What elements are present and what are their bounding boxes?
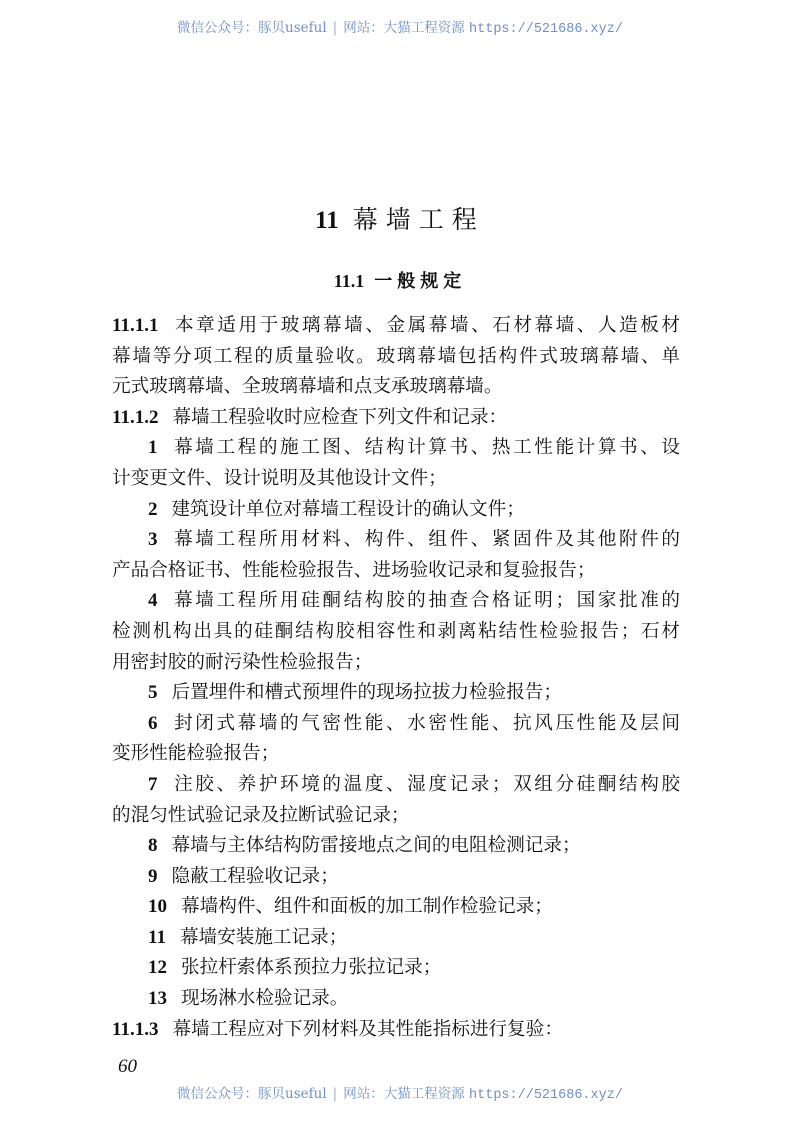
watermark-footer	[0, 1082, 800, 1103]
text-line	[112, 342, 680, 373]
line-text: 元式玻璃幕墙、全玻璃幕墙和点支承玻璃幕墙。	[112, 376, 503, 398]
clause-number: 8	[148, 835, 158, 857]
body-text	[112, 311, 680, 1045]
clause	[112, 403, 680, 434]
list-item	[112, 770, 680, 831]
clause-number: 9	[148, 865, 158, 887]
watermark-url: https://521686.xyz/	[469, 1088, 623, 1103]
text-line	[112, 801, 680, 832]
list-item	[112, 495, 680, 526]
list-item	[112, 678, 680, 709]
text-line	[112, 984, 680, 1015]
clause-number: 2	[148, 498, 158, 520]
list-item	[112, 892, 680, 923]
line-text: 幕墙工程所用硅酮结构胶的抽查合格证明；国家批准的	[171, 590, 680, 612]
line-text: 幕墙与主体结构防雷接地点之间的电阻检测记录；	[171, 835, 581, 857]
section-number: 11.1	[333, 271, 365, 291]
line-text: 幕墙安装施工记录；	[179, 926, 348, 948]
watermark-site: 网站：大猫工程资源	[343, 1086, 465, 1102]
text-line	[112, 709, 680, 740]
line-text: 幕墙工程应对下列材料及其性能指标进行复验：	[172, 1018, 563, 1040]
list-item	[112, 923, 680, 954]
text-line	[112, 586, 680, 617]
line-text: 隐蔽工程验收记录；	[171, 865, 339, 887]
list-item	[112, 831, 680, 862]
text-line	[112, 495, 680, 526]
line-text: 幕墙构件、组件和面板的加工制作检验记录；	[181, 896, 553, 918]
text-line	[112, 678, 680, 709]
text-line	[112, 739, 680, 770]
line-text: 计变更文件、设计说明及其他设计文件；	[112, 467, 447, 489]
line-text: 检测机构出具的硅酮结构胶相容性和剥离粘结性检验报告；石材	[112, 620, 680, 642]
clause-number: 11.1.2	[112, 406, 159, 428]
line-text: 封闭式幕墙的气密性能、水密性能、抗风压性能及层间	[171, 712, 680, 734]
line-text: 现场淋水检验记录。	[181, 988, 349, 1010]
list-item	[112, 709, 680, 770]
text-line	[112, 403, 680, 434]
text-line	[112, 556, 680, 587]
clause-number: 3	[148, 529, 158, 551]
text-line	[112, 1015, 680, 1046]
list-item	[112, 586, 680, 678]
text-line	[112, 770, 680, 801]
text-line	[112, 464, 680, 495]
list-item	[112, 862, 680, 893]
clause-number: 13	[148, 988, 167, 1010]
text-line	[112, 372, 680, 403]
clause-number: 10	[148, 896, 167, 918]
line-text: 后置埋件和槽式预埋件的现场拉拔力检验报告；	[171, 682, 562, 704]
watermark-url: https://521686.xyz/	[469, 22, 623, 37]
list-item	[112, 525, 680, 586]
line-text: 幕墙工程验收时应检查下列文件和记录：	[172, 406, 508, 428]
list-item	[112, 953, 680, 984]
page-number: 60	[118, 1056, 137, 1077]
clause-number: 4	[148, 590, 158, 612]
clause-number: 1	[148, 437, 158, 459]
clause-number: 11	[148, 926, 166, 948]
line-text: 变形性能检验报告；	[112, 743, 280, 765]
line-text: 张拉杆索体系预拉力张拉记录；	[181, 957, 442, 979]
clause-number: 12	[148, 957, 167, 979]
text-line	[112, 953, 680, 984]
line-text: 建筑设计单位对幕墙工程设计的确认文件；	[171, 498, 525, 520]
text-line	[112, 862, 680, 893]
text-line	[112, 525, 680, 556]
text-line	[112, 831, 680, 862]
clause-number: 11.1.1	[112, 315, 159, 336]
text-line	[112, 311, 680, 342]
watermark-separator: |	[332, 20, 338, 36]
chapter-name: 幕墙工程	[352, 205, 485, 234]
line-text: 本章适用于玻璃幕墙、金属幕墙、石材幕墙、人造板材	[172, 315, 680, 336]
section-title	[0, 267, 800, 293]
chapter-number: 11	[315, 207, 339, 234]
section-name: 一般规定	[374, 271, 467, 292]
clause-number: 11.1.3	[112, 1018, 159, 1040]
watermark-header	[0, 16, 800, 37]
watermark-wechat: 微信公众号：豚贝useful	[177, 1086, 327, 1102]
line-text: 注胶、养护环境的温度、湿度记录；双组分硅酮结构胶	[171, 773, 680, 795]
watermark-site: 网站：大猫工程资源	[343, 20, 465, 36]
line-text: 的混匀性试验记录及拉断试验记录；	[112, 804, 410, 826]
line-text: 幕墙工程的施工图、结构计算书、热工性能计算书、设	[171, 437, 680, 459]
list-item	[112, 433, 680, 494]
line-text: 用密封胶的耐污染性检验报告；	[112, 651, 373, 673]
line-text: 幕墙等分项工程的质量验收。玻璃幕墙包括构件式玻璃幕墙、单	[112, 345, 680, 367]
text-line	[112, 923, 680, 954]
watermark-wechat: 微信公众号：豚贝useful	[177, 20, 327, 36]
clause-number: 7	[148, 773, 158, 795]
clause	[112, 311, 680, 403]
chapter-title	[0, 200, 800, 236]
list-item	[112, 984, 680, 1015]
clause-number: 5	[148, 682, 158, 704]
line-text: 产品合格证书、性能检验报告、进场验收记录和复验报告；	[112, 559, 596, 581]
text-line	[112, 433, 680, 464]
text-line	[112, 648, 680, 679]
watermark-separator: |	[332, 1086, 338, 1102]
clause	[112, 1015, 680, 1046]
clause-number: 6	[148, 712, 158, 734]
text-line	[112, 617, 680, 648]
line-text: 幕墙工程所用材料、构件、组件、紧固件及其他附件的	[171, 529, 680, 551]
text-line	[112, 892, 680, 923]
